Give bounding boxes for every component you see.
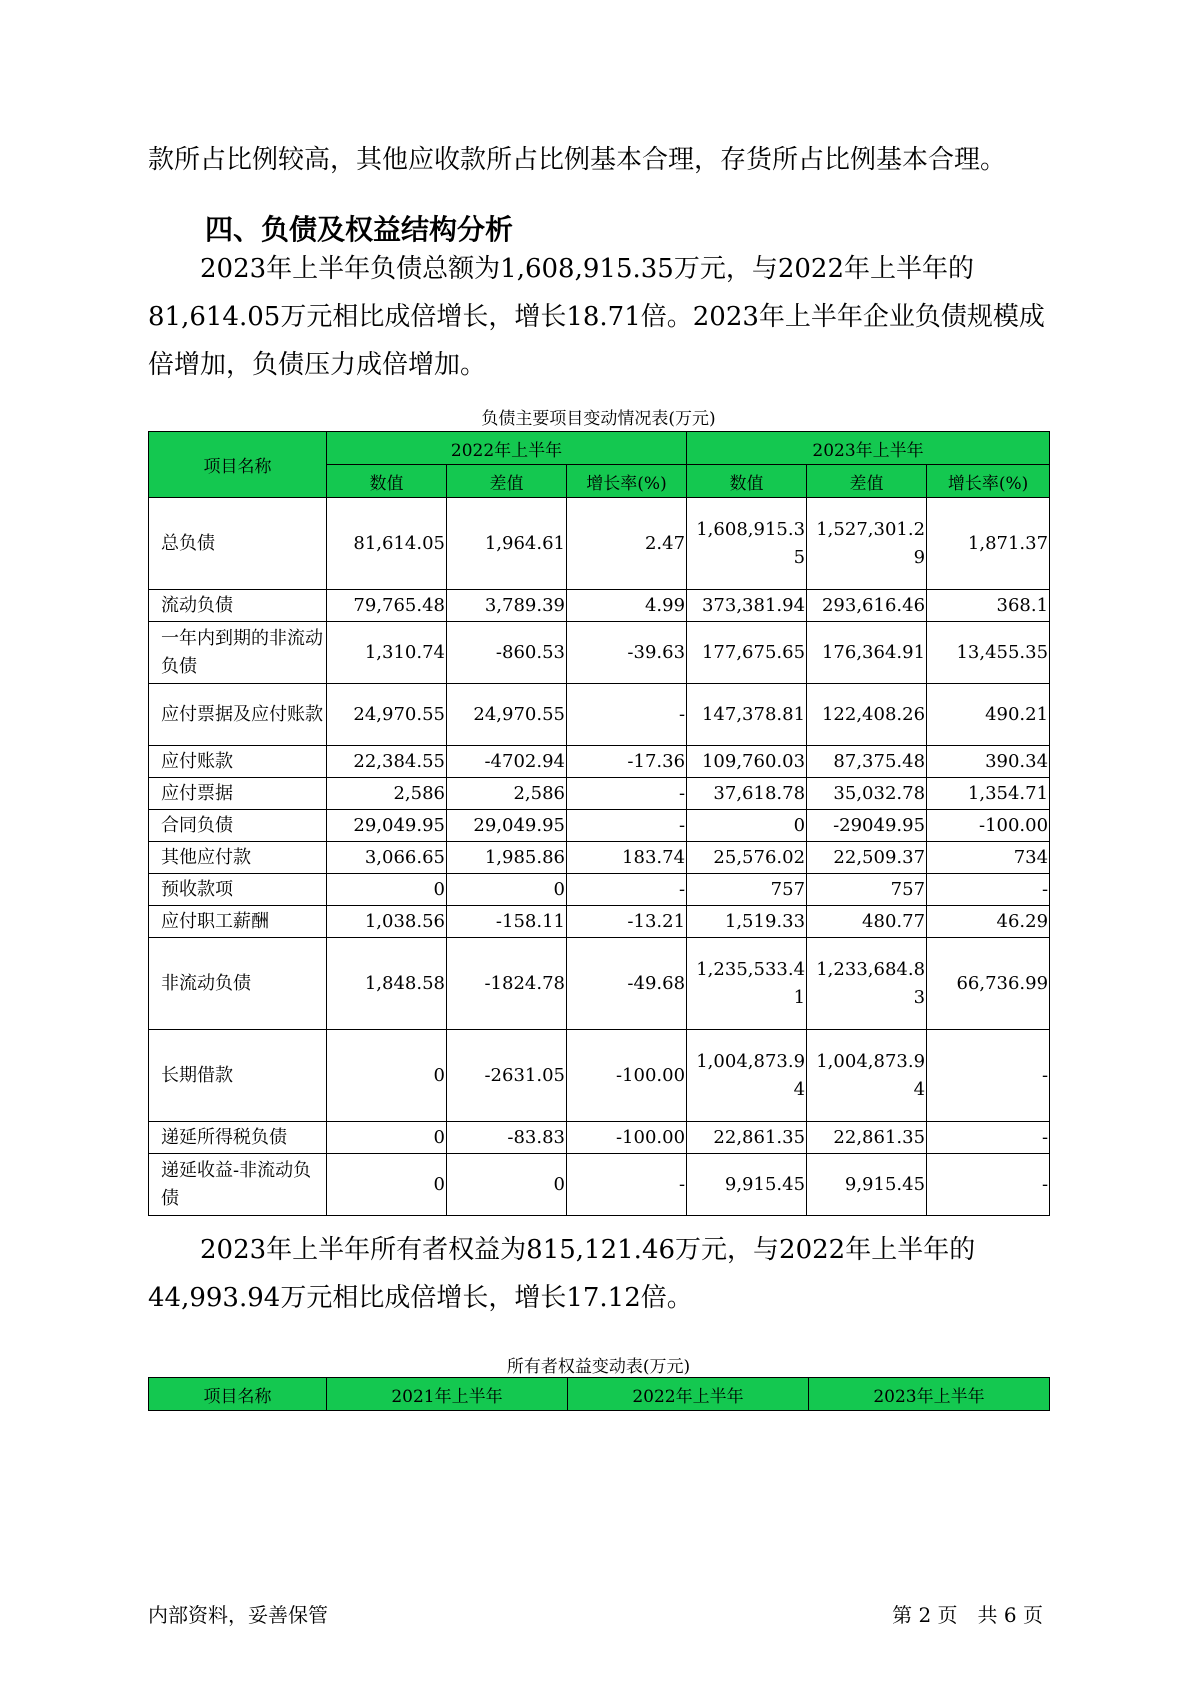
row-cell-g22: - xyxy=(567,1154,687,1216)
row-cell-v22: 3,066.65 xyxy=(327,842,447,874)
row-cell-v23: 177,675.65 xyxy=(687,622,807,684)
row-cell-g23: 46.29 xyxy=(927,906,1050,938)
row-cell-v22: 29,049.95 xyxy=(327,810,447,842)
footer-left: 内部资料，妥善保管 xyxy=(148,1603,328,1627)
row-cell-d23: 1,233,684.83 xyxy=(807,938,927,1030)
row-cell-d22: 2,586 xyxy=(447,778,567,810)
row-cell-g23: 1,871.37 xyxy=(927,498,1050,590)
row-item-name: 递延收益-非流动负债 xyxy=(149,1154,327,1216)
header-item-name: 项目名称 xyxy=(149,432,327,498)
section-heading: 四、负债及权益结构分析 xyxy=(205,213,514,246)
row-item-name: 应付票据 xyxy=(149,778,327,810)
row-item-name: 流动负债 xyxy=(149,590,327,622)
row-cell-g22: - xyxy=(567,778,687,810)
row-cell-d23: 293,616.46 xyxy=(807,590,927,622)
equity-header-item-name: 项目名称 xyxy=(149,1378,327,1411)
row-item-name: 总负债 xyxy=(149,498,327,590)
row-item-name: 递延所得税负债 xyxy=(149,1122,327,1154)
equity-table xyxy=(148,1377,1050,1411)
row-cell-g22: 4.99 xyxy=(567,590,687,622)
row-item-name: 应付职工薪酬 xyxy=(149,906,327,938)
row-cell-g23: - xyxy=(927,1030,1050,1122)
row-cell-g23: 13,455.35 xyxy=(927,622,1050,684)
table-row xyxy=(149,590,1050,622)
row-cell-v22: 1,848.58 xyxy=(327,938,447,1030)
row-cell-d23: 87,375.48 xyxy=(807,746,927,778)
row-item-name: 应付票据及应付账款 xyxy=(149,684,327,746)
header-growth-2023: 增长率(%) xyxy=(927,465,1050,498)
row-cell-d23: 176,364.91 xyxy=(807,622,927,684)
row-cell-v23: 1,235,533.41 xyxy=(687,938,807,1030)
row-cell-d22: 0 xyxy=(447,1154,567,1216)
table-row xyxy=(149,684,1050,746)
row-cell-v22: 1,038.56 xyxy=(327,906,447,938)
liability-table-caption: 负债主要项目变动情况表(万元) xyxy=(481,409,716,429)
row-item-name: 长期借款 xyxy=(149,1030,327,1122)
intro-line: 款所占比例较高，其他应收款所占比例基本合理，存货所占比例基本合理。 xyxy=(148,145,1007,175)
row-cell-v22: 0 xyxy=(327,1154,447,1216)
table-row xyxy=(149,1154,1050,1216)
table-row xyxy=(149,1122,1050,1154)
row-cell-g23: - xyxy=(927,1122,1050,1154)
row-cell-d22: 3,789.39 xyxy=(447,590,567,622)
row-cell-d23: 9,915.45 xyxy=(807,1154,927,1216)
footer-page-number: 第 2 页 共 6 页 xyxy=(892,1603,1043,1627)
table-row xyxy=(149,874,1050,906)
row-cell-d23: 22,509.37 xyxy=(807,842,927,874)
row-cell-v22: 0 xyxy=(327,874,447,906)
row-cell-v23: 1,608,915.35 xyxy=(687,498,807,590)
header-growth-2022: 增长率(%) xyxy=(567,465,687,498)
row-item-name: 预收款项 xyxy=(149,874,327,906)
row-cell-v22: 2,586 xyxy=(327,778,447,810)
row-cell-d23: 480.77 xyxy=(807,906,927,938)
equity-paragraph: 2023年上半年所有者权益为815,121.46万元，与2022年上半年的44,993.94万元相比成倍增长，增长17.12倍。 xyxy=(148,1235,976,1313)
table-row xyxy=(149,498,1050,590)
row-cell-g22: - xyxy=(567,684,687,746)
table-row xyxy=(149,622,1050,684)
table-row xyxy=(149,778,1050,810)
row-cell-g22: -49.68 xyxy=(567,938,687,1030)
header-period-2023: 2023年上半年 xyxy=(687,432,1050,465)
row-cell-v23: 37,618.78 xyxy=(687,778,807,810)
row-cell-d22: -4702.94 xyxy=(447,746,567,778)
equity-header-2023: 2023年上半年 xyxy=(809,1378,1050,1411)
row-cell-d22: -1824.78 xyxy=(447,938,567,1030)
row-cell-d23: 1,004,873.94 xyxy=(807,1030,927,1122)
row-cell-v23: 1,004,873.94 xyxy=(687,1030,807,1122)
row-cell-v22: 81,614.05 xyxy=(327,498,447,590)
equity-header-2022: 2022年上半年 xyxy=(568,1378,809,1411)
table-row xyxy=(149,1030,1050,1122)
row-cell-g23: 368.1 xyxy=(927,590,1050,622)
header-diff-2023: 差值 xyxy=(807,465,927,498)
row-cell-v23: 22,861.35 xyxy=(687,1122,807,1154)
row-cell-d22: -158.11 xyxy=(447,906,567,938)
row-cell-g22: -100.00 xyxy=(567,1030,687,1122)
header-period-2022: 2022年上半年 xyxy=(327,432,687,465)
row-cell-v23: 25,576.02 xyxy=(687,842,807,874)
row-item-name: 一年内到期的非流动负债 xyxy=(149,622,327,684)
row-cell-v23: 9,915.45 xyxy=(687,1154,807,1216)
row-cell-v23: 0 xyxy=(687,810,807,842)
row-cell-v23: 373,381.94 xyxy=(687,590,807,622)
row-cell-g23: 390.34 xyxy=(927,746,1050,778)
row-cell-g22: - xyxy=(567,874,687,906)
header-diff-2022: 差值 xyxy=(447,465,567,498)
row-cell-d22: 1,964.61 xyxy=(447,498,567,590)
row-cell-d23: 22,861.35 xyxy=(807,1122,927,1154)
row-cell-g23: -100.00 xyxy=(927,810,1050,842)
row-cell-g22: 2.47 xyxy=(567,498,687,590)
row-cell-g23: 734 xyxy=(927,842,1050,874)
row-cell-v22: 1,310.74 xyxy=(327,622,447,684)
row-cell-d23: 35,032.78 xyxy=(807,778,927,810)
row-item-name: 合同负债 xyxy=(149,810,327,842)
row-cell-d22: 1,985.86 xyxy=(447,842,567,874)
header-value-2022: 数值 xyxy=(327,465,447,498)
row-cell-d23: -29049.95 xyxy=(807,810,927,842)
row-item-name: 非流动负债 xyxy=(149,938,327,1030)
liability-paragraph: 2023年上半年负债总额为1,608,915.35万元，与2022年上半年的81,614.05万元相比成倍增长，增长18.71倍。2023年上半年企业负债规模成倍增加，负债压力成倍增加。 xyxy=(148,254,1045,380)
row-cell-g23: - xyxy=(927,874,1050,906)
row-cell-v22: 24,970.55 xyxy=(327,684,447,746)
header-value-2023: 数值 xyxy=(687,465,807,498)
row-item-name: 应付账款 xyxy=(149,746,327,778)
row-cell-g22: -17.36 xyxy=(567,746,687,778)
liability-table xyxy=(148,431,1050,1216)
row-cell-g22: -13.21 xyxy=(567,906,687,938)
row-cell-d23: 757 xyxy=(807,874,927,906)
row-cell-d23: 122,408.26 xyxy=(807,684,927,746)
table-row xyxy=(149,842,1050,874)
row-cell-v23: 1,519.33 xyxy=(687,906,807,938)
row-cell-d22: 0 xyxy=(447,874,567,906)
row-cell-v22: 22,384.55 xyxy=(327,746,447,778)
row-cell-d22: 24,970.55 xyxy=(447,684,567,746)
row-cell-g23: 66,736.99 xyxy=(927,938,1050,1030)
row-cell-g22: -100.00 xyxy=(567,1122,687,1154)
row-cell-v22: 79,765.48 xyxy=(327,590,447,622)
table-row xyxy=(149,810,1050,842)
row-cell-g22: - xyxy=(567,810,687,842)
row-cell-v22: 0 xyxy=(327,1030,447,1122)
equity-table-caption: 所有者权益变动表(万元) xyxy=(506,1357,691,1377)
row-cell-d22: -2631.05 xyxy=(447,1030,567,1122)
row-cell-d22: 29,049.95 xyxy=(447,810,567,842)
row-cell-d22: -860.53 xyxy=(447,622,567,684)
table-row xyxy=(149,906,1050,938)
row-cell-d22: -83.83 xyxy=(447,1122,567,1154)
row-cell-g23: 1,354.71 xyxy=(927,778,1050,810)
row-item-name: 其他应付款 xyxy=(149,842,327,874)
row-cell-d23: 1,527,301.29 xyxy=(807,498,927,590)
row-cell-v23: 147,378.81 xyxy=(687,684,807,746)
table-row xyxy=(149,746,1050,778)
row-cell-v23: 109,760.03 xyxy=(687,746,807,778)
row-cell-v23: 757 xyxy=(687,874,807,906)
row-cell-g22: -39.63 xyxy=(567,622,687,684)
table-row xyxy=(149,938,1050,1030)
row-cell-g22: 183.74 xyxy=(567,842,687,874)
equity-header-2021: 2021年上半年 xyxy=(327,1378,568,1411)
row-cell-g23: - xyxy=(927,1154,1050,1216)
row-cell-v22: 0 xyxy=(327,1122,447,1154)
row-cell-g23: 490.21 xyxy=(927,684,1050,746)
